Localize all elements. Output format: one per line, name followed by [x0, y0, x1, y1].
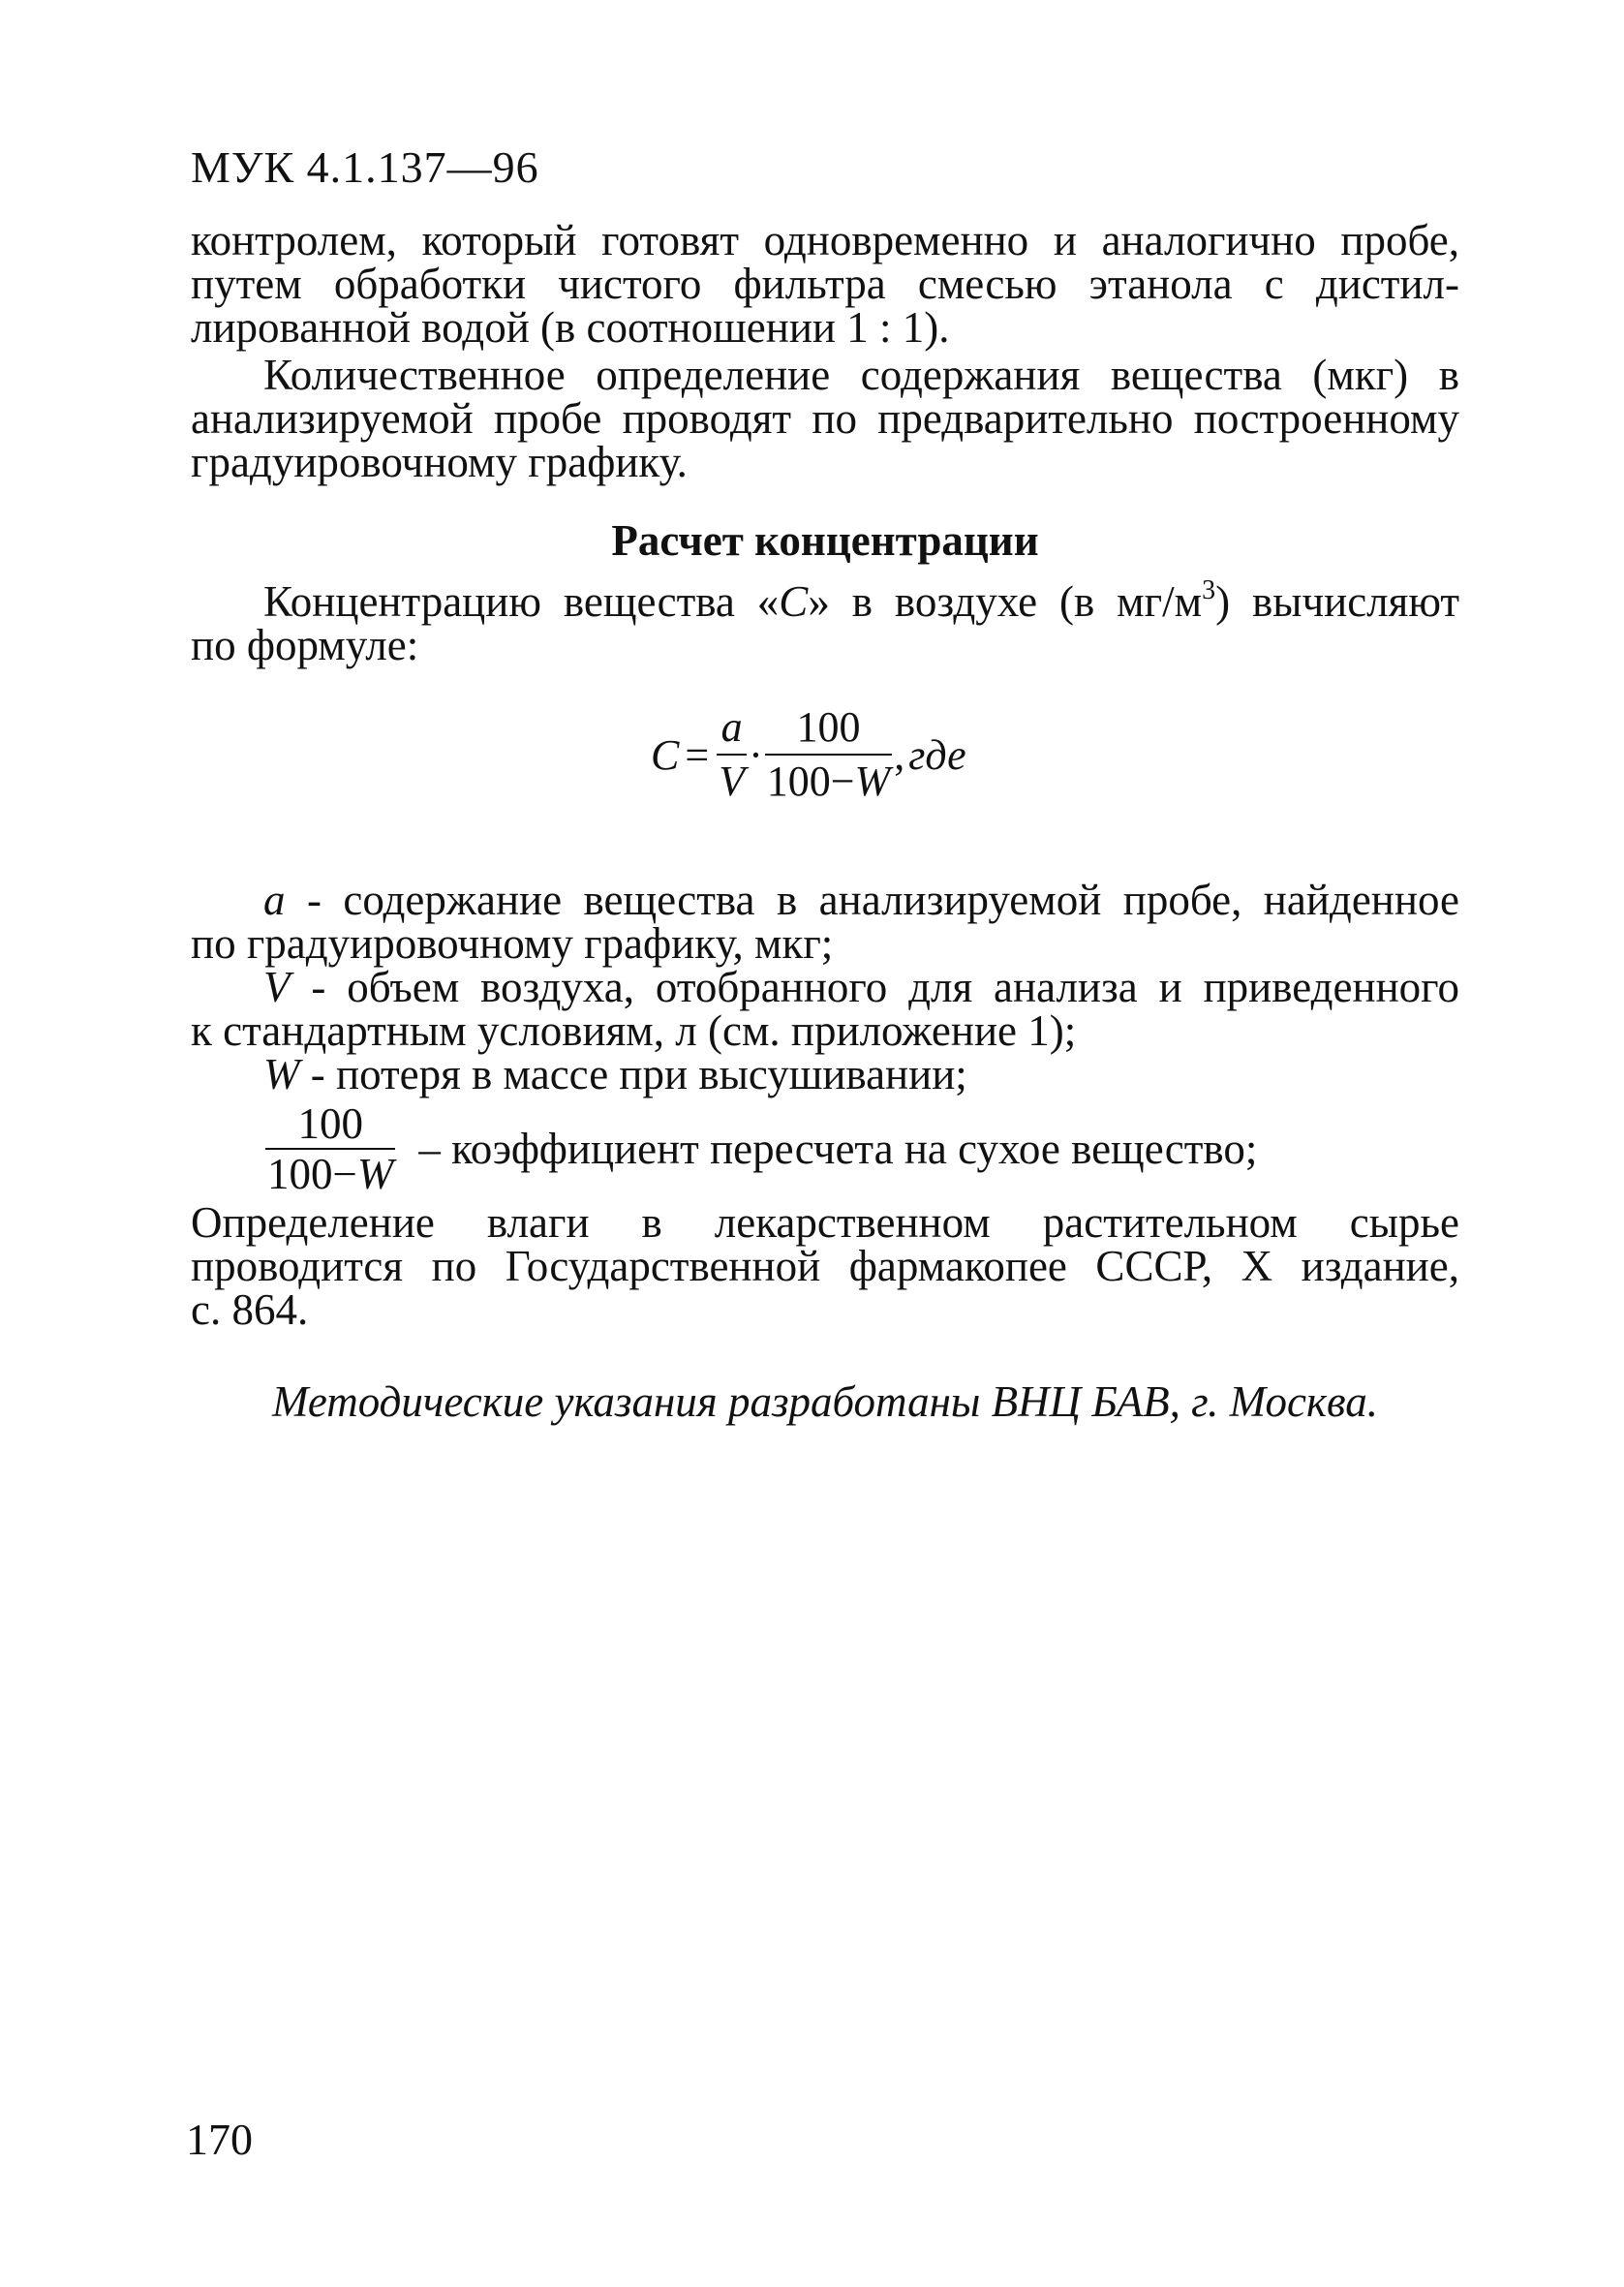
formula-where: где [908, 730, 966, 779]
coefficient-fraction: $\frac{100}{100-W}$ [267, 1099, 394, 1198]
formula-block [191, 704, 1459, 850]
text-line: по градуировочному графику, мкг; [191, 919, 834, 968]
text-line: Количественное определение содержания вещества (мкг) в [263, 351, 1459, 399]
text-line: путем обработки чистого фильтра смесью этанола с дистил- [191, 260, 1459, 308]
concentration-formula [651, 704, 966, 805]
formula-comma: , [894, 730, 905, 779]
variable-c: С [779, 577, 809, 626]
definition-coefficient [191, 1097, 1459, 1201]
coefficient-description: – коэффициент пересчета на сухое вещество; [418, 1124, 1258, 1173]
text-line: контролем, который готовят одновременно и аналогично пробе, [191, 216, 1459, 264]
text-line: лированной водой (в соотношении 1 : 1). [191, 303, 950, 352]
paragraph-control-sample [191, 216, 1459, 352]
text-line: проводится по Государственной фармакопее СССР, X издание, [191, 1242, 1459, 1290]
text-line: по формуле: [191, 621, 419, 669]
section-heading: Расчет концентрации [611, 516, 1039, 565]
paragraph-moisture [191, 1198, 1459, 1334]
document-page [191, 142, 1460, 1426]
formula-lhs: С [651, 730, 680, 779]
definition-v: V - объем воздуха, отобранного для анализа и приведенного [263, 963, 1459, 1011]
fraction-a-over-v: $\frac{а}{V}$ [719, 703, 746, 805]
document-code-header: МУК 4.1.137—96 [191, 142, 539, 192]
text-line: анализируемой пробе проводят по предварительно построенному [191, 394, 1459, 443]
definition-w: W - потеря в массе при высушивании; [263, 1050, 967, 1098]
fraction-dry-coefficient: $\frac{100}{100-W}$ [766, 703, 891, 805]
paragraph-concentration-intro [191, 575, 1460, 669]
text-line: к стандартным условиям, л (см. приложение 1); [191, 1006, 1077, 1055]
definitions-list [191, 876, 1459, 1201]
text-line: с. 864. [191, 1285, 309, 1334]
definition-a: а - содержание вещества в анализируемой пробе, найденное [263, 876, 1459, 924]
text-line: Концентрацию вещества «С» в воздухе (в $мг/м^3$) вычисляют [263, 575, 1460, 626]
formula-dot: · [749, 730, 763, 779]
paragraph-quantitative-determination [191, 351, 1459, 486]
text-line: градуировочному графику. [191, 438, 688, 486]
superscript: 3 [1202, 575, 1216, 605]
text-line: Определение влаги в лекарственном растительном сырье [191, 1198, 1459, 1247]
page-number: 170 [186, 2115, 253, 2164]
authors-note: Методические указания разработаны ВНЦ БАВ, г. Москва. [272, 1377, 1378, 1426]
formula-equals: = [685, 730, 710, 779]
